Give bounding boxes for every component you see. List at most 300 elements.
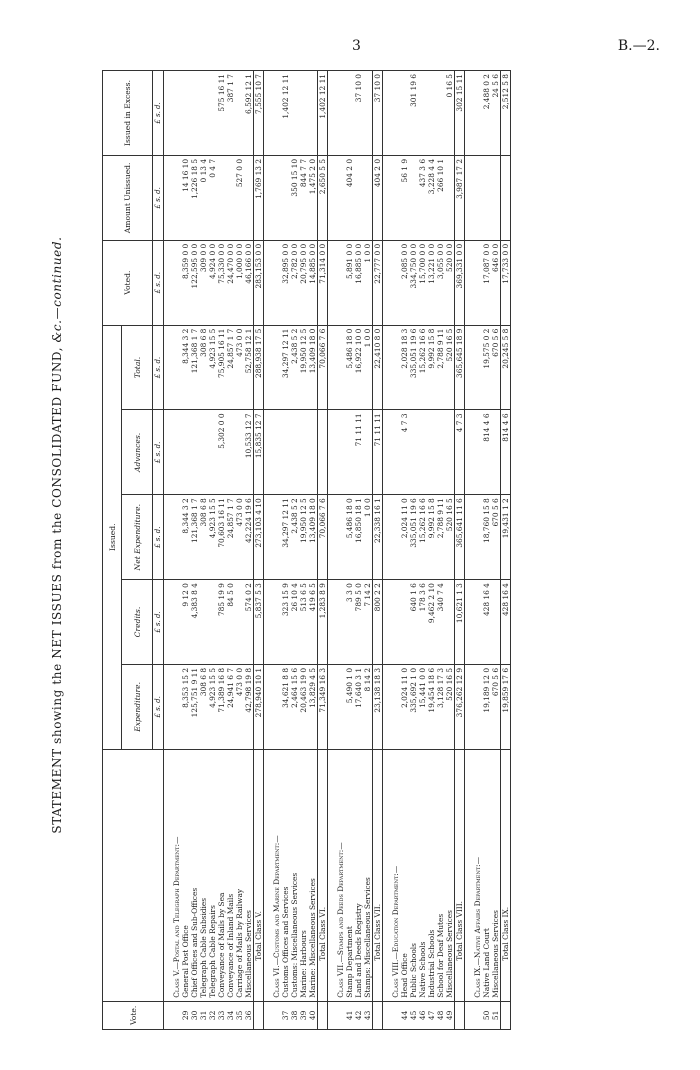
vote-number bbox=[318, 1001, 328, 1029]
credits-cell: 84 5 0 bbox=[226, 580, 235, 665]
net-expenditure-cell: 335,051 19 6 bbox=[409, 495, 418, 580]
unissued-cell: 3,228 4 4 bbox=[427, 155, 436, 240]
credits-cell: 10,621 1 3 bbox=[455, 580, 465, 665]
excess-cell bbox=[164, 71, 182, 156]
vote-number: 41 bbox=[345, 1001, 354, 1029]
service-name: Land and Deeds Registry bbox=[354, 749, 363, 1001]
net-expenditure-cell bbox=[328, 495, 346, 580]
service-name: Customs: Miscellaneous Services bbox=[290, 749, 299, 1001]
table-row bbox=[308, 71, 318, 1030]
class-total-label: Total Class IX. bbox=[501, 749, 511, 1001]
table-row bbox=[208, 71, 217, 1030]
voted-cell: 8,359 0 0 bbox=[181, 240, 190, 325]
expenditure-cell: 520 16 5 bbox=[445, 664, 455, 749]
expenditure-cell: 17,640 3 1 bbox=[354, 664, 363, 749]
vote-number: 30 bbox=[190, 1001, 199, 1029]
advances-cell: 71 11 11 bbox=[373, 410, 383, 495]
excess-cell bbox=[199, 71, 208, 156]
table-row bbox=[482, 71, 491, 1030]
service-name: General Post Office bbox=[181, 749, 190, 1001]
unissued-cell bbox=[409, 155, 418, 240]
service-header bbox=[103, 749, 164, 1001]
credits-cell bbox=[235, 580, 244, 665]
vote-number bbox=[254, 1001, 264, 1029]
total-cell: 9,992 15 8 bbox=[427, 325, 436, 410]
class-total-row bbox=[373, 71, 383, 1030]
advances-cell bbox=[436, 410, 445, 495]
service-name: Conveyance of Inland Mails bbox=[226, 749, 235, 1001]
page-number: 3 bbox=[352, 38, 361, 54]
vote-number bbox=[383, 1001, 401, 1029]
expenditure-cell: 20,463 19 0 bbox=[299, 664, 308, 749]
class-total-row bbox=[501, 71, 511, 1030]
class-total-label: Total Class V. bbox=[254, 749, 264, 1001]
class-total-label: Total Class VI. bbox=[318, 749, 328, 1001]
class-heading: Class VII.—Stamps and Deeds Department:— bbox=[328, 749, 346, 1001]
vote-number: 36 bbox=[244, 1001, 254, 1029]
unissued-cell bbox=[501, 155, 511, 240]
unissued-cell bbox=[445, 155, 455, 240]
table-row bbox=[363, 71, 373, 1030]
unit-label: £ s. d. bbox=[153, 495, 164, 580]
table-row bbox=[226, 71, 235, 1030]
vote-number bbox=[164, 1001, 182, 1029]
credits-cell: 428 16 4 bbox=[482, 580, 491, 665]
excess-cell: 0 16 5 bbox=[445, 71, 455, 156]
voted-cell: 22,777 0 0 bbox=[373, 240, 383, 325]
total-cell bbox=[465, 325, 483, 410]
advances-cell bbox=[181, 410, 190, 495]
vote-number: 40 bbox=[308, 1001, 318, 1029]
table-row bbox=[299, 71, 308, 1030]
voted-cell: 3,055 0 0 bbox=[436, 240, 445, 325]
credits-cell bbox=[208, 580, 217, 665]
credits-cell bbox=[264, 580, 282, 665]
voted-cell bbox=[465, 240, 483, 325]
voted-header: Voted. bbox=[103, 240, 153, 325]
advances-cell bbox=[281, 410, 290, 495]
vote-number: 29 bbox=[181, 1001, 190, 1029]
excess-cell bbox=[208, 71, 217, 156]
table-row bbox=[445, 71, 455, 1030]
voted-cell: 32,895 0 0 bbox=[281, 240, 290, 325]
excess-cell bbox=[383, 71, 401, 156]
total-cell: 15,262 16 6 bbox=[418, 325, 427, 410]
voted-cell: 16,885 0 0 bbox=[354, 240, 363, 325]
expenditure-cell: 278,940 10 1 bbox=[254, 664, 264, 749]
excess-cell bbox=[345, 71, 354, 156]
class-heading: Class V.—Postal and Telegraph Department:— bbox=[164, 749, 182, 1001]
service-name: Stamps: Miscellaneous Services bbox=[363, 749, 373, 1001]
credits-cell: 419 6 5 bbox=[308, 580, 318, 665]
vote-number: 31 bbox=[199, 1001, 208, 1029]
table-row bbox=[199, 71, 208, 1030]
service-name: Carriage of Mails by Railway bbox=[235, 749, 244, 1001]
advances-cell bbox=[299, 410, 308, 495]
net-expenditure-cell: 2,438 5 2 bbox=[290, 495, 299, 580]
expenditure-cell: 5,490 1 0 bbox=[345, 664, 354, 749]
net-expenditure-cell: 670 5 6 bbox=[491, 495, 501, 580]
vote-number: 32 bbox=[208, 1001, 217, 1029]
expenditure-cell bbox=[264, 664, 282, 749]
advances-cell bbox=[418, 410, 427, 495]
service-name: Public Schools bbox=[409, 749, 418, 1001]
service-name: Miscellaneous Services bbox=[445, 749, 455, 1001]
excess-cell: 575 16 11 bbox=[217, 71, 226, 156]
table-row bbox=[217, 71, 226, 1030]
net-expenditure-cell: 4,923 15 5 bbox=[208, 495, 217, 580]
vote-number: 34 bbox=[226, 1001, 235, 1029]
expenditure-cell: 4,923 15 5 bbox=[208, 664, 217, 749]
service-name: Miscellaneous Services bbox=[244, 749, 254, 1001]
total-cell: 16,922 10 0 bbox=[354, 325, 363, 410]
credits-cell bbox=[465, 580, 483, 665]
vote-number: 43 bbox=[363, 1001, 373, 1029]
unissued-cell: 527 0 0 bbox=[235, 155, 244, 240]
expenditure-cell: 71,389 16 8 bbox=[217, 664, 226, 749]
net-expenditure-cell: 1 0 0 bbox=[363, 495, 373, 580]
service-name: Native Schools bbox=[418, 749, 427, 1001]
expenditure-cell bbox=[164, 664, 182, 749]
unissued-cell: 1,769 13 2 bbox=[254, 155, 264, 240]
advances-cell bbox=[190, 410, 199, 495]
net-expenditure-cell: 16,850 18 1 bbox=[354, 495, 363, 580]
net-expenditure-cell: 42,224 19 6 bbox=[244, 495, 254, 580]
total-cell: 19,575 0 2 bbox=[482, 325, 491, 410]
voted-cell: 309 0 0 bbox=[199, 240, 208, 325]
total-cell bbox=[164, 325, 182, 410]
expenditure-header: Expenditure. bbox=[122, 664, 153, 749]
expenditure-cell: 376,262 12 9 bbox=[455, 664, 465, 749]
advances-cell bbox=[308, 410, 318, 495]
voted-cell: 14,885 0 0 bbox=[308, 240, 318, 325]
excess-cell: 7,555 10 7 bbox=[254, 71, 264, 156]
expenditure-cell: 3,128 17 3 bbox=[436, 664, 445, 749]
advances-cell: 4 7 3 bbox=[400, 410, 409, 495]
service-name: Marine: Harbours bbox=[299, 749, 308, 1001]
excess-cell bbox=[264, 71, 282, 156]
voted-cell: 646 0 0 bbox=[491, 240, 501, 325]
unissued-cell: 437 3 6 bbox=[418, 155, 427, 240]
credits-cell: 785 19 9 bbox=[217, 580, 226, 665]
vote-number: 44 bbox=[400, 1001, 409, 1029]
advances-cell: 4 7 3 bbox=[455, 410, 465, 495]
unissued-cell bbox=[354, 155, 363, 240]
net-expenditure-cell: 8,344 3 2 bbox=[181, 495, 190, 580]
voted-cell: 24,470 0 0 bbox=[226, 240, 235, 325]
vote-number: 35 bbox=[235, 1001, 244, 1029]
total-cell: 335,051 19 6 bbox=[409, 325, 418, 410]
voted-cell: 4,924 0 0 bbox=[208, 240, 217, 325]
expenditure-cell: 8,353 15 2 bbox=[181, 664, 190, 749]
service-name: School for Deaf Mutes bbox=[436, 749, 445, 1001]
excess-cell: 37 10 0 bbox=[354, 71, 363, 156]
statement-title-continued: &c.—continued. bbox=[50, 236, 64, 343]
total-cell: 20,245 5 8 bbox=[501, 325, 511, 410]
class-total-row bbox=[455, 71, 465, 1030]
net-expenditure-cell: 70,066 7 6 bbox=[318, 495, 328, 580]
voted-cell: 17,733 0 0 bbox=[501, 240, 511, 325]
credits-cell: 178 3 6 bbox=[418, 580, 427, 665]
voted-cell: 46,166 0 0 bbox=[244, 240, 254, 325]
service-name: Conveyance of Mails by Sea bbox=[217, 749, 226, 1001]
total-cell bbox=[383, 325, 401, 410]
net-expenditure-cell: 70,603 16 11 bbox=[217, 495, 226, 580]
service-name: Customs Offices and Services bbox=[281, 749, 290, 1001]
statement-title-main: STATEMENT showing the NET ISSUES from the CONSOLIDATED FUND, bbox=[50, 342, 64, 834]
vote-number: 49 bbox=[445, 1001, 455, 1029]
net-expenditure-cell: 9,992 15 8 bbox=[427, 495, 436, 580]
excess-cell: 2,512 5 8 bbox=[501, 71, 511, 156]
advances-cell bbox=[264, 410, 282, 495]
advances-cell: 10,533 12 7 bbox=[244, 410, 254, 495]
excess-cell bbox=[235, 71, 244, 156]
voted-cell: 20,795 0 0 bbox=[299, 240, 308, 325]
unit-label: £ s. d. bbox=[153, 410, 164, 495]
expenditure-cell: 34,621 8 8 bbox=[281, 664, 290, 749]
credits-cell: 789 5 0 bbox=[354, 580, 363, 665]
service-name: Head Office bbox=[400, 749, 409, 1001]
class-heading: Class VIII.—Education Department:— bbox=[383, 749, 401, 1001]
table-row bbox=[354, 71, 363, 1030]
table-row bbox=[235, 71, 244, 1030]
advances-cell bbox=[235, 410, 244, 495]
vote-number: 47 bbox=[427, 1001, 436, 1029]
total-cell: 1 0 0 bbox=[363, 325, 373, 410]
total-cell: 308 6 8 bbox=[199, 325, 208, 410]
credits-cell: 26 10 4 bbox=[290, 580, 299, 665]
table-row bbox=[427, 71, 436, 1030]
net-expenditure-cell: 5,486 18 0 bbox=[345, 495, 354, 580]
advances-cell bbox=[345, 410, 354, 495]
total-cell: 288,938 17 5 bbox=[254, 325, 264, 410]
voted-cell: 71,314 0 0 bbox=[318, 240, 328, 325]
unissued-cell: 844 7 7 bbox=[299, 155, 308, 240]
credits-cell: 7 14 2 bbox=[363, 580, 373, 665]
credits-cell: 3 3 0 bbox=[345, 580, 354, 665]
expenditure-cell: 24,941 6 7 bbox=[226, 664, 235, 749]
expenditure-cell: 13,829 4 5 bbox=[308, 664, 318, 749]
class-heading-row bbox=[328, 71, 346, 1030]
vote-number: 45 bbox=[409, 1001, 418, 1029]
total-cell: 670 5 6 bbox=[491, 325, 501, 410]
expenditure-cell: 670 5 6 bbox=[491, 664, 501, 749]
unissued-cell: 1,226 18 5 bbox=[190, 155, 199, 240]
class-heading-row bbox=[164, 71, 182, 1030]
service-name: Chief Offices and Sub-Offices bbox=[190, 749, 199, 1001]
net-expenditure-cell: 308 6 8 bbox=[199, 495, 208, 580]
total-cell: 19,950 12 5 bbox=[299, 325, 308, 410]
credits-cell: 9 12 0 bbox=[181, 580, 190, 665]
advances-cell bbox=[164, 410, 182, 495]
advances-cell: 814 4 6 bbox=[501, 410, 511, 495]
net-expenditure-cell: 121,368 1 7 bbox=[190, 495, 199, 580]
voted-cell: 2,085 0 0 bbox=[400, 240, 409, 325]
total-cell: 70,066 7 6 bbox=[318, 325, 328, 410]
net-expenditure-header: Net Expenditure. bbox=[122, 495, 153, 580]
net-expenditure-cell: 22,338 16 1 bbox=[373, 495, 383, 580]
total-cell: 8,344 3 2 bbox=[181, 325, 190, 410]
unissued-cell: 0 4 7 bbox=[208, 155, 217, 240]
total-cell bbox=[328, 325, 346, 410]
credits-cell: 513 6 5 bbox=[299, 580, 308, 665]
voted-cell: 2,782 0 0 bbox=[290, 240, 299, 325]
unissued-cell: 350 15 10 bbox=[290, 155, 299, 240]
class-heading-row bbox=[465, 71, 483, 1030]
total-cell: 2,438 5 2 bbox=[290, 325, 299, 410]
expenditure-cell: 2,024 11 0 bbox=[400, 664, 409, 749]
expenditure-cell: 2,464 15 6 bbox=[290, 664, 299, 749]
advances-cell bbox=[199, 410, 208, 495]
expenditure-cell: 8 14 2 bbox=[363, 664, 373, 749]
advances-cell bbox=[226, 410, 235, 495]
service-name: Native Land Court bbox=[482, 749, 491, 1001]
total-cell: 24,857 1 7 bbox=[226, 325, 235, 410]
net-expenditure-cell bbox=[164, 495, 182, 580]
vote-number bbox=[328, 1001, 346, 1029]
class-total-row bbox=[254, 71, 264, 1030]
expenditure-cell bbox=[383, 664, 401, 749]
advances-header: Advances. bbox=[122, 410, 153, 495]
statement-title bbox=[50, 35, 64, 1035]
unissued-cell: 404 2 0 bbox=[345, 155, 354, 240]
unissued-cell bbox=[281, 155, 290, 240]
voted-cell: 75,330 0 0 bbox=[217, 240, 226, 325]
expenditure-cell bbox=[465, 664, 483, 749]
credits-cell: 800 2 2 bbox=[373, 580, 383, 665]
advances-cell bbox=[445, 410, 455, 495]
voted-cell: 1,000 0 0 bbox=[235, 240, 244, 325]
unit-label: £ s. d. bbox=[153, 580, 164, 665]
advances-cell: 15,835 12 7 bbox=[254, 410, 264, 495]
expenditure-cell: 71,349 16 3 bbox=[318, 664, 328, 749]
voted-cell: 5,891 0 0 bbox=[345, 240, 354, 325]
net-expenditure-cell: 24,857 1 7 bbox=[226, 495, 235, 580]
credits-cell: 5,837 5 3 bbox=[254, 580, 264, 665]
expenditure-cell: 335,692 1 0 bbox=[409, 664, 418, 749]
vote-number bbox=[373, 1001, 383, 1029]
net-issues-table bbox=[102, 70, 511, 1030]
excess-cell: 1,402 12 11 bbox=[281, 71, 290, 156]
total-cell: 365,645 18 9 bbox=[455, 325, 465, 410]
credits-cell bbox=[328, 580, 346, 665]
credits-cell: 1,283 8 9 bbox=[318, 580, 328, 665]
net-expenditure-cell: 520 16 5 bbox=[445, 495, 455, 580]
advances-cell: 71 11 11 bbox=[354, 410, 363, 495]
excess-cell bbox=[436, 71, 445, 156]
unissued-cell bbox=[264, 155, 282, 240]
table-row bbox=[244, 71, 254, 1030]
net-expenditure-cell: 2,788 9 11 bbox=[436, 495, 445, 580]
unissued-cell: 404 2 0 bbox=[373, 155, 383, 240]
expenditure-cell: 19,454 18 6 bbox=[427, 664, 436, 749]
unissued-cell: 1,475 2 0 bbox=[308, 155, 318, 240]
service-name: Miscellaneous Services bbox=[491, 749, 501, 1001]
excess-cell bbox=[328, 71, 346, 156]
class-total-row bbox=[318, 71, 328, 1030]
statement-table-container bbox=[102, 70, 642, 1030]
table-row bbox=[491, 71, 501, 1030]
voted-cell: 334,750 0 0 bbox=[409, 240, 418, 325]
total-cell: 520 16 5 bbox=[445, 325, 455, 410]
advances-cell bbox=[383, 410, 401, 495]
vote-number bbox=[264, 1001, 282, 1029]
expenditure-cell: 19,189 12 0 bbox=[482, 664, 491, 749]
unissued-cell bbox=[465, 155, 483, 240]
net-expenditure-cell bbox=[465, 495, 483, 580]
vote-number: 37 bbox=[281, 1001, 290, 1029]
credits-header: Credits. bbox=[122, 580, 153, 665]
voted-cell: 369,331 0 0 bbox=[455, 240, 465, 325]
net-expenditure-cell: 365,641 11 6 bbox=[455, 495, 465, 580]
vote-number: 33 bbox=[217, 1001, 226, 1029]
voted-cell bbox=[264, 240, 282, 325]
issued-header: Issued. bbox=[103, 325, 122, 749]
document-reference: B.—2. bbox=[617, 38, 660, 54]
excess-cell bbox=[427, 71, 436, 156]
net-expenditure-cell: 15,262 16 6 bbox=[418, 495, 427, 580]
expenditure-cell: 42,798 19 8 bbox=[244, 664, 254, 749]
service-name: Marine: Miscellaneous Services bbox=[308, 749, 318, 1001]
unissued-cell bbox=[328, 155, 346, 240]
voted-cell: 13,221 0 0 bbox=[427, 240, 436, 325]
service-name: Stamp Department bbox=[345, 749, 354, 1001]
expenditure-cell bbox=[328, 664, 346, 749]
excess-cell: 301 19 6 bbox=[409, 71, 418, 156]
vote-number: 46 bbox=[418, 1001, 427, 1029]
table-row bbox=[436, 71, 445, 1030]
credits-cell bbox=[491, 580, 501, 665]
voted-cell bbox=[328, 240, 346, 325]
net-expenditure-cell: 13,409 18 0 bbox=[308, 495, 318, 580]
voted-cell: 17,087 0 0 bbox=[482, 240, 491, 325]
unit-label: £ s. d. bbox=[153, 240, 164, 325]
unissued-cell: 2,650 5 5 bbox=[318, 155, 328, 240]
credits-cell bbox=[199, 580, 208, 665]
vote-number: 38 bbox=[290, 1001, 299, 1029]
net-expenditure-cell: 19,431 1 2 bbox=[501, 495, 511, 580]
voted-cell bbox=[383, 240, 401, 325]
advances-cell bbox=[290, 410, 299, 495]
excess-cell bbox=[400, 71, 409, 156]
unissued-cell bbox=[482, 155, 491, 240]
voted-cell: 283,153 0 0 bbox=[254, 240, 264, 325]
vote-number bbox=[465, 1001, 483, 1029]
total-cell bbox=[264, 325, 282, 410]
vote-header: Vote. bbox=[103, 1001, 164, 1029]
excess-cell bbox=[308, 71, 318, 156]
total-cell: 34,297 12 11 bbox=[281, 325, 290, 410]
total-cell: 52,758 12 1 bbox=[244, 325, 254, 410]
class-heading: Class VI.—Customs and Marine Department:— bbox=[264, 749, 282, 1001]
total-cell: 5,486 18 0 bbox=[345, 325, 354, 410]
excess-cell: 302 15 11 bbox=[455, 71, 465, 156]
net-expenditure-cell: 2,024 11 0 bbox=[400, 495, 409, 580]
unit-label: £ s. d. bbox=[153, 71, 164, 156]
advances-cell bbox=[409, 410, 418, 495]
net-expenditure-cell: 273,103 4 10 bbox=[254, 495, 264, 580]
expenditure-cell: 23,138 18 3 bbox=[373, 664, 383, 749]
excess-cell: 24 5 6 bbox=[491, 71, 501, 156]
table-row bbox=[181, 71, 190, 1030]
credits-cell bbox=[445, 580, 455, 665]
net-expenditure-cell: 34,297 12 11 bbox=[281, 495, 290, 580]
advances-cell: 814 4 6 bbox=[482, 410, 491, 495]
credits-cell: 574 0 2 bbox=[244, 580, 254, 665]
class-heading-row bbox=[264, 71, 282, 1030]
unissued-cell: 0 13 4 bbox=[199, 155, 208, 240]
unissued-cell bbox=[226, 155, 235, 240]
